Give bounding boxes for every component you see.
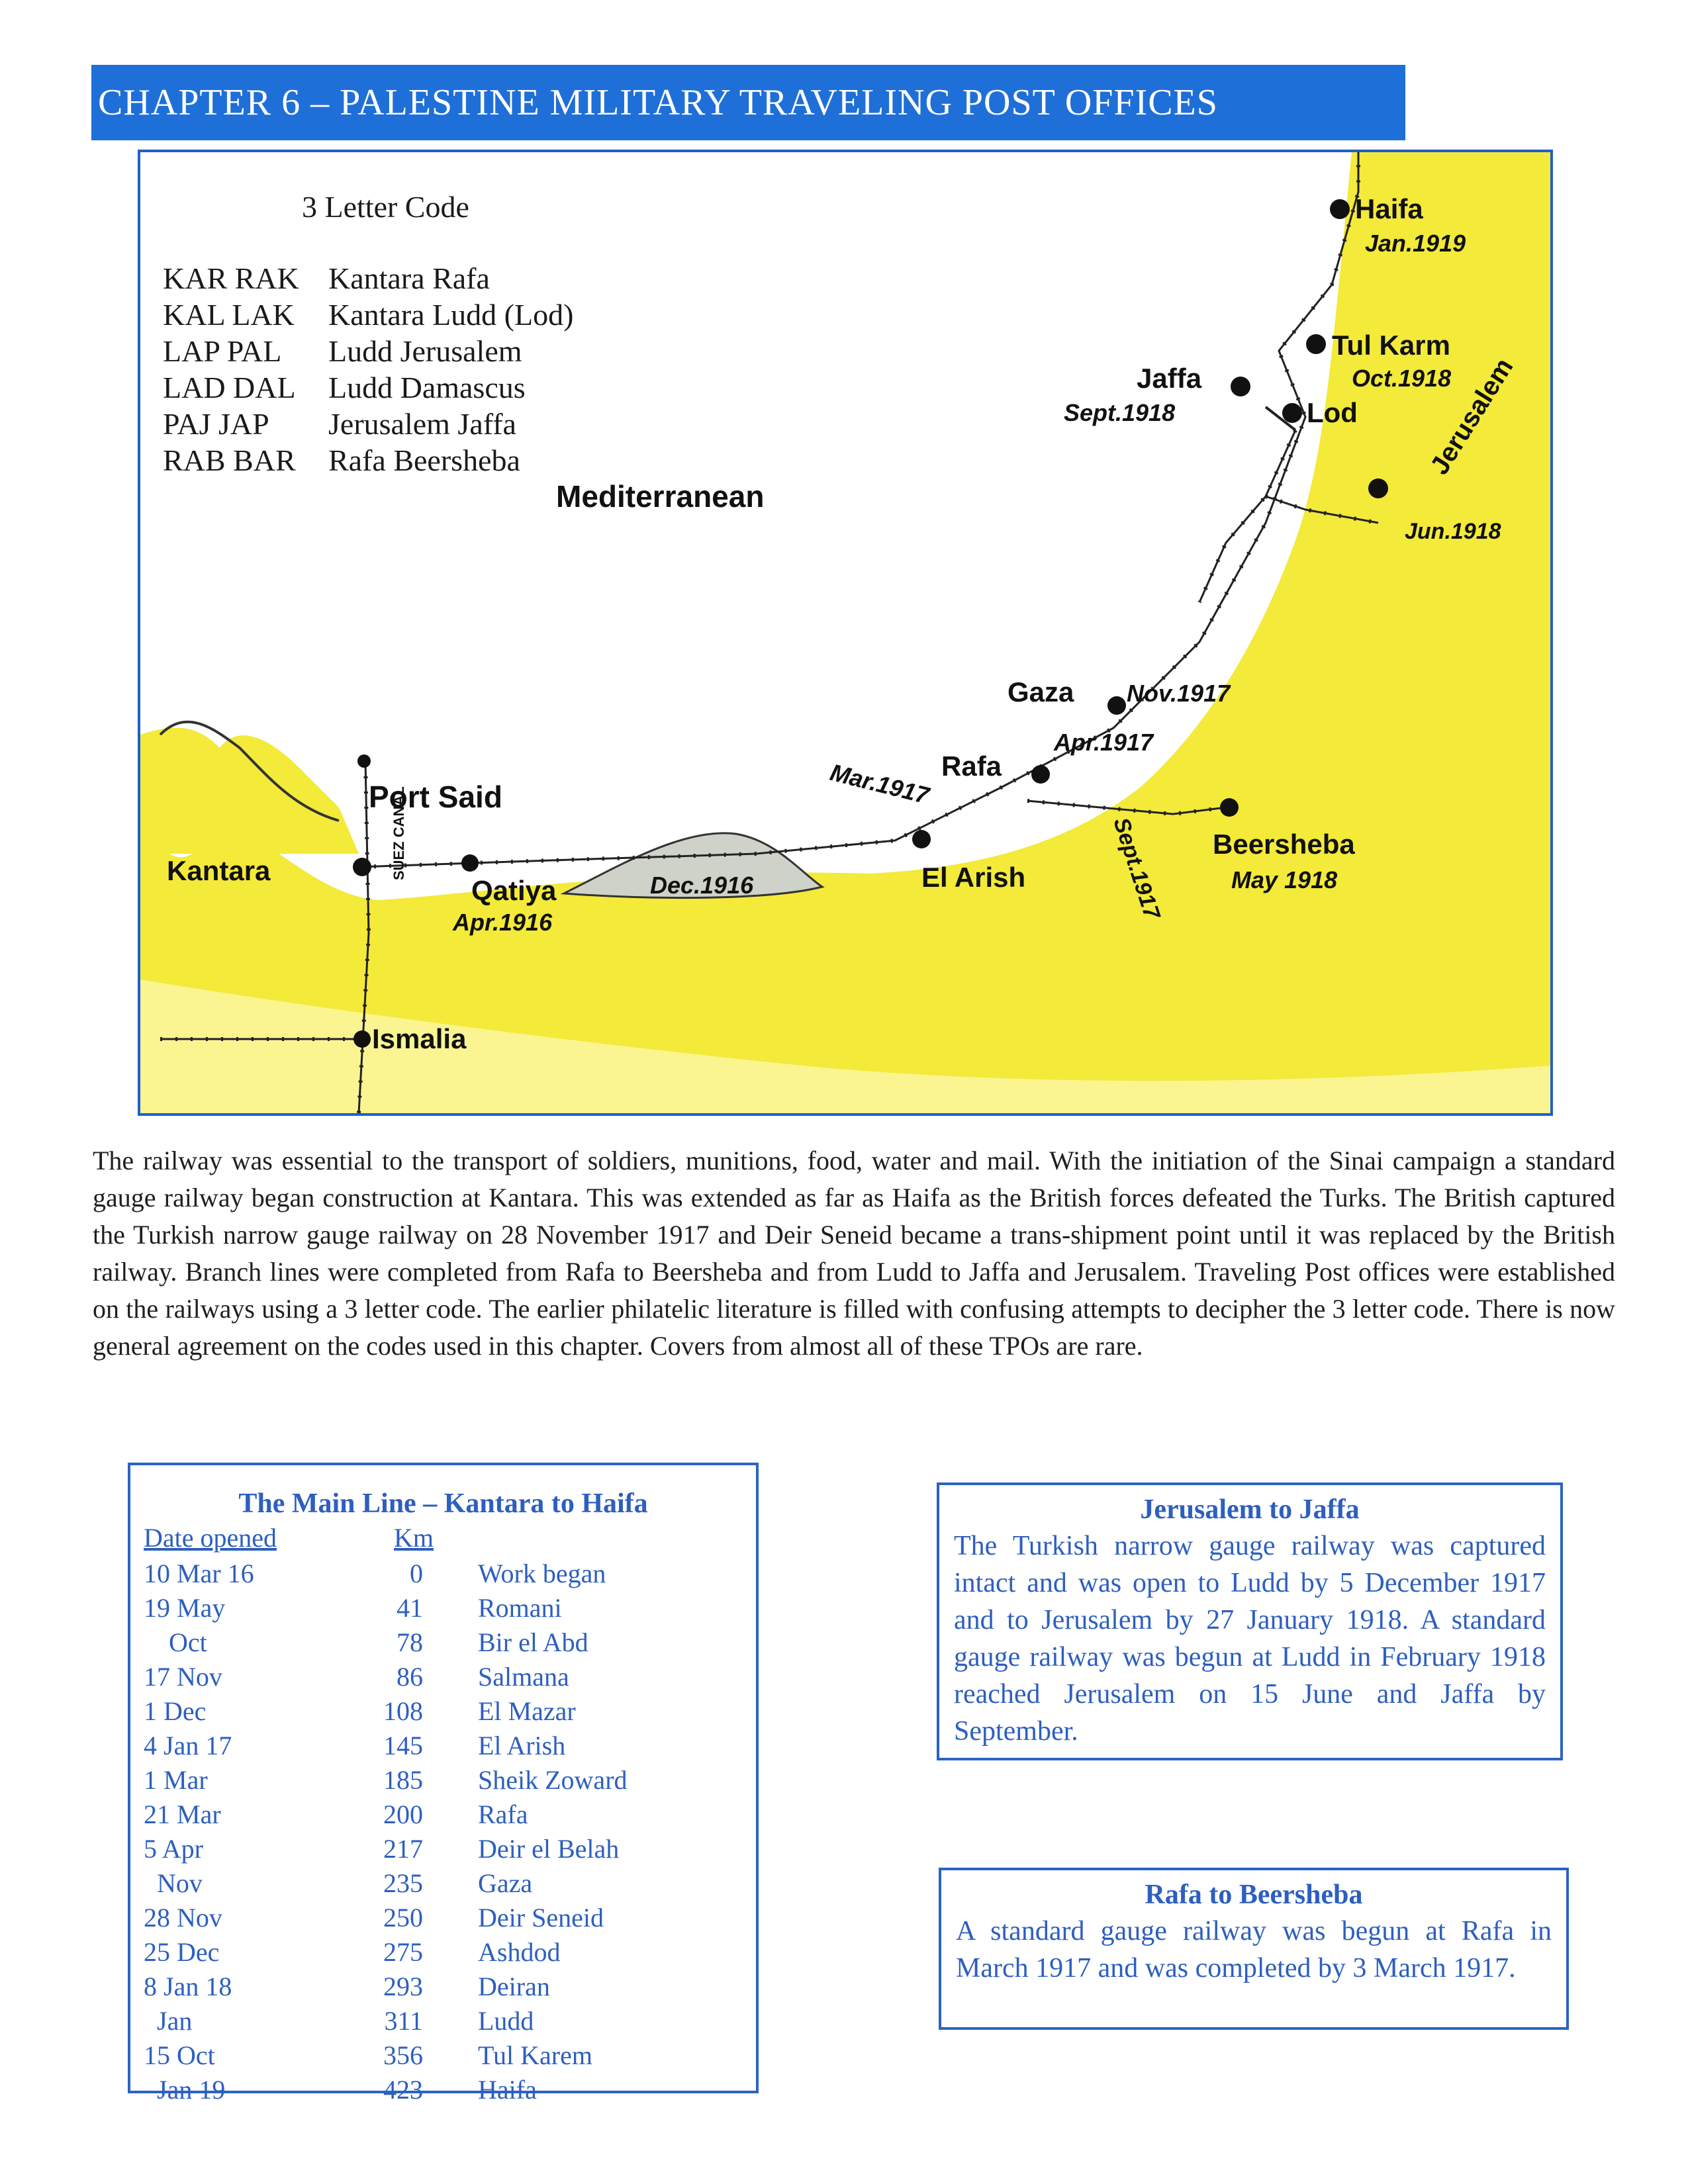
row-km: 78: [397, 1627, 423, 1657]
coast-left: [140, 728, 359, 854]
row-place: Salmana: [478, 1662, 569, 1692]
row-km: 356: [383, 2040, 423, 2070]
station-portsaid: [357, 754, 371, 768]
main-line-table: [128, 1463, 759, 2105]
route: Jerusalem Jaffa: [328, 407, 516, 441]
row-place: El Mazar: [478, 1696, 576, 1726]
label-gaza: Gaza: [1008, 676, 1074, 707]
row-date: 4 Jan 17: [144, 1731, 232, 1760]
row-date: 1 Mar: [144, 1765, 208, 1795]
row-date: 8 Jan 18: [144, 1972, 232, 2001]
table-row: [130, 1833, 756, 1868]
table-row: [130, 1661, 756, 1696]
code: KAR RAK: [163, 261, 299, 295]
rafa-beersheba-title: Rafa to Beersheba: [1145, 1880, 1363, 1910]
date-dec: Dec.1916: [650, 872, 754, 899]
station-jaffa: [1231, 377, 1250, 396]
station-beersheba: [1220, 798, 1239, 817]
jerusalem-jaffa-title: Jerusalem to Jaffa: [1140, 1494, 1360, 1525]
row-km: 86: [397, 1662, 423, 1692]
row-place: Bir el Abd: [478, 1627, 588, 1657]
row-place: Deir Seneid: [478, 1903, 604, 1933]
route: Kantara Rafa: [328, 261, 490, 295]
code: LAD DAL: [163, 371, 296, 404]
row-date: 1 Dec: [144, 1696, 207, 1726]
row-date: 21 Mar: [144, 1799, 221, 1829]
legend-title: 3 Letter Code: [302, 190, 469, 224]
table-row: [130, 1592, 756, 1627]
table-row: [130, 2005, 756, 2040]
label-haifa: Haifa: [1355, 193, 1423, 224]
header-date-opened: Date opened: [144, 1523, 277, 1553]
code-row: [163, 261, 490, 296]
table-row: [130, 1730, 756, 1764]
row-km: 200: [383, 1799, 423, 1829]
sea-label: Mediterranean: [556, 479, 765, 514]
label-beersheba: Beersheba: [1213, 829, 1355, 860]
date-jaffa: Sept.1918: [1064, 399, 1176, 426]
table-row: [130, 1971, 756, 2005]
code: PAJ JAP: [163, 407, 269, 441]
land-mass: [140, 152, 1550, 1113]
code-row: [163, 297, 573, 332]
row-date: 25 Dec: [144, 1937, 220, 1967]
jerusalem-jaffa-body: The Turkish narrow gauge railway was captured intact and was open to Ludd by 5 December 1917 and to Jerusalem by 27 January 1918. A standard gauge railway was begun at Ludd in February 1918 reached Jerusalem on 15 June and Jaffa by September.: [954, 1531, 1546, 1747]
label-portsaid: Port Said: [369, 780, 502, 814]
row-km: 235: [383, 1868, 423, 1898]
main-line-title: The Main Line – Kantara to Haifa: [238, 1488, 648, 1519]
row-place: Deiran: [478, 1972, 550, 2001]
label-jerusalem: Jerusalem: [1425, 353, 1519, 480]
date-beersheba-branch: Sept.1917: [1108, 814, 1165, 923]
label-lod: Lod: [1307, 397, 1358, 428]
row-km: 275: [383, 1937, 423, 1967]
row-km: 250: [383, 1903, 423, 1933]
station-qatiya: [461, 854, 479, 872]
station-elarish: [912, 830, 931, 848]
row-place: Gaza: [478, 1868, 533, 1898]
table-row: [130, 1764, 756, 1799]
station-lod: [1282, 403, 1302, 423]
station-gaza: [1107, 696, 1126, 715]
row-km: 145: [383, 1731, 423, 1760]
code-row: [163, 334, 522, 369]
date-beersheba: May 1918: [1231, 866, 1338, 893]
code-row: [163, 370, 526, 405]
header-km: Km: [394, 1523, 434, 1553]
row-place: Deir el Belah: [478, 1834, 620, 1864]
station-rafa: [1031, 765, 1050, 784]
station-haifa: [1330, 199, 1350, 219]
row-place: El Arish: [478, 1731, 566, 1760]
label-jaffa: Jaffa: [1137, 363, 1202, 394]
date-haifa: Jan.1919: [1365, 230, 1466, 257]
row-place: Ludd: [478, 2006, 534, 2036]
table-row: [130, 1936, 756, 1971]
date-jerusalem: Jun.1918: [1405, 519, 1501, 544]
row-place: Tul Karem: [478, 2040, 592, 2070]
station-jerusalem: [1368, 478, 1388, 498]
row-km: 423: [383, 2075, 423, 2105]
row-date: 15 Oct: [144, 2040, 215, 2070]
rafa-beersheba-box: [939, 1868, 1569, 2030]
chapter-title: CHAPTER 6 – PALESTINE MILITARY TRAVELING POST OFFICES: [91, 65, 1405, 140]
label-kantara: Kantara: [167, 855, 271, 886]
row-place: Haifa: [478, 2075, 537, 2105]
route: Ludd Damascus: [328, 371, 526, 404]
label-rafa: Rafa: [941, 751, 1002, 782]
row-place: Romani: [478, 1593, 562, 1623]
code-row: [163, 406, 516, 441]
row-date: 28 Nov: [144, 1903, 222, 1933]
route: Ludd Jerusalem: [328, 334, 522, 368]
date-gaza: Nov.1917: [1127, 680, 1231, 707]
row-place: Work began: [478, 1559, 606, 1588]
table-row: [130, 1799, 756, 1833]
date-tulkarm: Oct.1918: [1352, 365, 1452, 392]
table-row: [130, 1868, 756, 1902]
row-date: Nov: [157, 1868, 203, 1898]
rafa-beersheba-body: A standard gauge railway was begun at Rafa in March 1917 and was completed by 3 March 1917.: [956, 1916, 1552, 1983]
row-km: 41: [397, 1593, 423, 1623]
station-kantara: [353, 858, 371, 876]
row-date: Jan 19: [157, 2075, 226, 2105]
code-row: [163, 443, 520, 478]
row-date: 17 Nov: [144, 1662, 222, 1692]
row-date: 5 Apr: [144, 1834, 203, 1864]
label-ismalia: Ismalia: [372, 1023, 467, 1054]
table-row: [130, 2058, 756, 2105]
date-qatiya: Apr.1916: [453, 909, 553, 936]
route: Rafa Beersheba: [328, 443, 520, 477]
table-row: [130, 1902, 756, 1936]
code: RAB BAR: [163, 443, 296, 477]
railway-map: [138, 150, 1553, 1116]
code: KAL LAK: [163, 298, 295, 332]
row-date: Oct: [169, 1627, 207, 1657]
table-row: [130, 1696, 756, 1730]
row-km: 108: [383, 1696, 423, 1726]
row-place: Sheik Zoward: [478, 1765, 628, 1795]
code: LAP PAL: [163, 334, 282, 368]
label-elarish: El Arish: [921, 862, 1026, 893]
row-km: 311: [384, 2006, 423, 2036]
station-ismalia: [353, 1030, 371, 1048]
row-km: 0: [410, 1559, 423, 1588]
row-km: 217: [383, 1834, 423, 1864]
intro-paragraph: The railway was essential to the transport of soldiers, munitions, food, water and mail. With the initiation of the Sinai campaign a standard gauge railway began construction at Kantara. This was extended as far as Haifa as the British forces defeated the Turks. The British captured the Turkish narrow gauge railway on 28 November 1917 and Deir Seneid became a trans-shipment point until it was replaced by the British railway. Branch lines were completed from Rafa to Beersheba and from Ludd to Jaffa and Jerusalem. Traveling Post offices were established on the railways using a 3 letter code. The earlier philatelic literature is filled with confusing attempts to decipher the 3 letter code. There is now general agreement on the codes used in this chapter. Covers from almost all of these TPOs are rare.: [93, 1146, 1615, 1361]
route: Kantara Ludd (Lod): [328, 298, 574, 332]
row-km: 293: [383, 1972, 423, 2001]
map-graphic: [140, 152, 1550, 1113]
label-suez-canal: SUEZ CANAL: [391, 786, 407, 880]
row-km: 185: [383, 1765, 423, 1795]
table-row: [130, 1627, 756, 1661]
row-place: Ashdod: [478, 1937, 561, 1967]
row-date: 10 Mar 16: [144, 1559, 254, 1588]
row-date: 19 May: [144, 1593, 226, 1623]
row-place: Rafa: [478, 1799, 528, 1829]
date-rafa: Apr.1917: [1054, 729, 1154, 756]
row-date: Jan: [157, 2006, 193, 2036]
station-tulkarm: [1306, 334, 1326, 354]
table-row: [130, 1558, 756, 1592]
label-tulkarm: Tul Karm: [1332, 330, 1450, 361]
label-qatiya: Qatiya: [471, 875, 557, 906]
date-rafa-mar: Mar.1917: [827, 758, 932, 809]
jerusalem-jaffa-box: [937, 1482, 1563, 1760]
